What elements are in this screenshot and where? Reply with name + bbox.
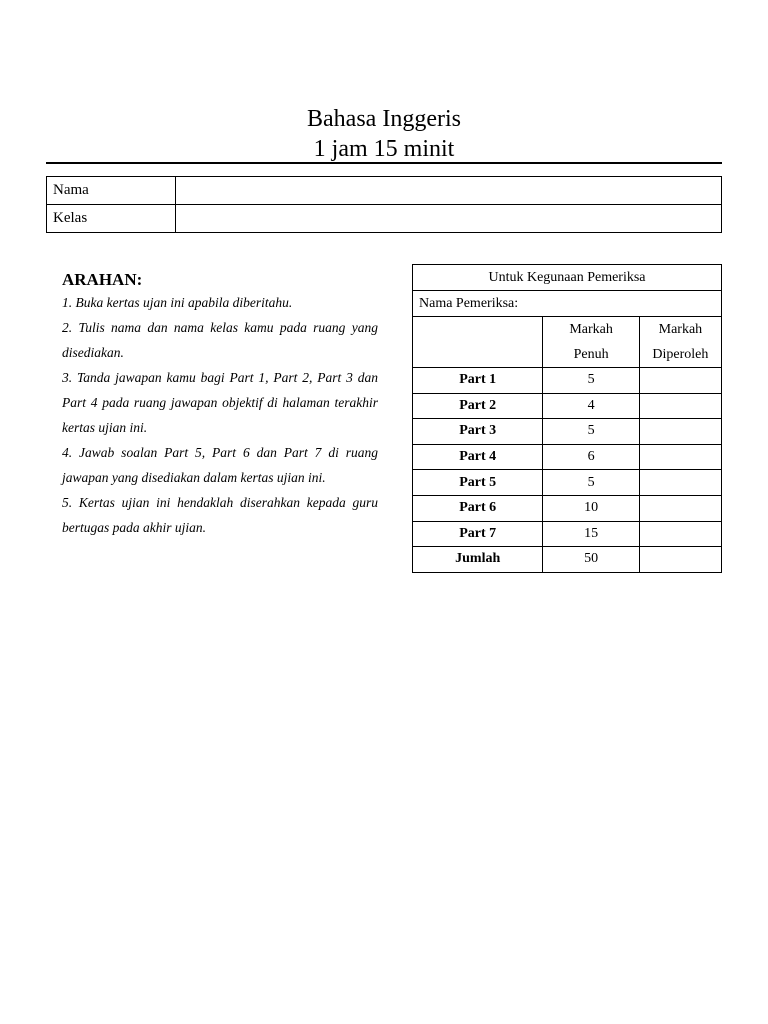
- empty-header-cell: [413, 317, 543, 368]
- table-row: [413, 419, 722, 445]
- table-row: [413, 470, 722, 496]
- full-marks-value: 6: [543, 444, 639, 470]
- full-marks-header-line2: Penuh: [573, 347, 609, 362]
- part-label: Part 2: [413, 393, 543, 419]
- marks-obtained-field[interactable]: [639, 470, 721, 496]
- marks-obtained-field[interactable]: [639, 419, 721, 445]
- marks-obtained-header-line1: Markah: [658, 322, 703, 337]
- full-marks-value: 4: [543, 393, 639, 419]
- part-label: Part 7: [413, 521, 543, 547]
- instruction-item: 2. Tulis nama dan nama kelas kamu pada ruang yang disediakan.: [62, 320, 378, 360]
- full-marks-value: 5: [543, 368, 639, 394]
- total-full-marks: 50: [543, 547, 639, 573]
- name-label: Nama: [47, 177, 176, 205]
- exam-title: [0, 104, 768, 164]
- instruction-item: 1. Buka kertas ujan ini apabila diberitahu.: [62, 295, 293, 310]
- marks-obtained-field[interactable]: [639, 368, 721, 394]
- title-divider: [46, 162, 722, 164]
- marks-obtained-header-line2: Diperoleh: [652, 347, 709, 362]
- duration-title: 1 jam 15 minit: [313, 136, 455, 162]
- marks-obtained-field[interactable]: [639, 495, 721, 521]
- part-label: Part 3: [413, 419, 543, 445]
- instruction-item: 5. Kertas ujian ini hendaklah diserahkan kepada guru bertugas pada akhir ujian.: [62, 495, 378, 535]
- full-marks-value: 10: [543, 495, 639, 521]
- full-marks-value: 5: [543, 470, 639, 496]
- class-label: Kelas: [47, 205, 176, 233]
- part-label: Part 1: [413, 368, 543, 394]
- class-row: [47, 205, 722, 233]
- class-field[interactable]: [176, 205, 722, 233]
- examiner-name-field[interactable]: [413, 291, 722, 317]
- full-marks-value: 15: [543, 521, 639, 547]
- part-label: Part 5: [413, 470, 543, 496]
- name-row: [47, 177, 722, 205]
- marks-obtained-field[interactable]: [639, 521, 721, 547]
- table-row: [413, 393, 722, 419]
- full-marks-value: 5: [543, 419, 639, 445]
- total-marks-obtained-field[interactable]: [639, 547, 721, 573]
- examiner-table-header: Untuk Kegunaan Pemeriksa: [413, 265, 722, 291]
- table-row: [413, 444, 722, 470]
- table-row: [413, 521, 722, 547]
- student-info-table: [46, 176, 722, 233]
- full-marks-header: [543, 317, 639, 368]
- marks-obtained-header: [639, 317, 721, 368]
- table-row: [413, 495, 722, 521]
- instruction-item: 4. Jawab soalan Part 5, Part 6 dan Part 7 di ruang jawapan yang disediakan dalam kertas ujian ini.: [62, 445, 378, 485]
- full-marks-header-line1: Markah: [569, 322, 613, 337]
- part-label: Part 6: [413, 495, 543, 521]
- total-label: Jumlah: [413, 547, 543, 573]
- subject-title: Bahasa Inggeris: [307, 106, 461, 132]
- instructions-list: [62, 290, 378, 540]
- examiner-name-label: Nama Pemeriksa:: [419, 295, 519, 311]
- instructions-section: [62, 270, 378, 540]
- examiner-table: [412, 264, 722, 573]
- total-row: [413, 547, 722, 573]
- part-label: Part 4: [413, 444, 543, 470]
- instructions-title: ARAHAN:: [62, 270, 143, 289]
- table-row: [413, 368, 722, 394]
- marks-obtained-field[interactable]: [639, 393, 721, 419]
- name-field[interactable]: [176, 177, 722, 205]
- marks-obtained-field[interactable]: [639, 444, 721, 470]
- instruction-item: 3. Tanda jawapan kamu bagi Part 1, Part 2, Part 3 dan Part 4 pada ruang jawapan objektif di halaman terakhir kertas ujian ini.: [62, 370, 378, 435]
